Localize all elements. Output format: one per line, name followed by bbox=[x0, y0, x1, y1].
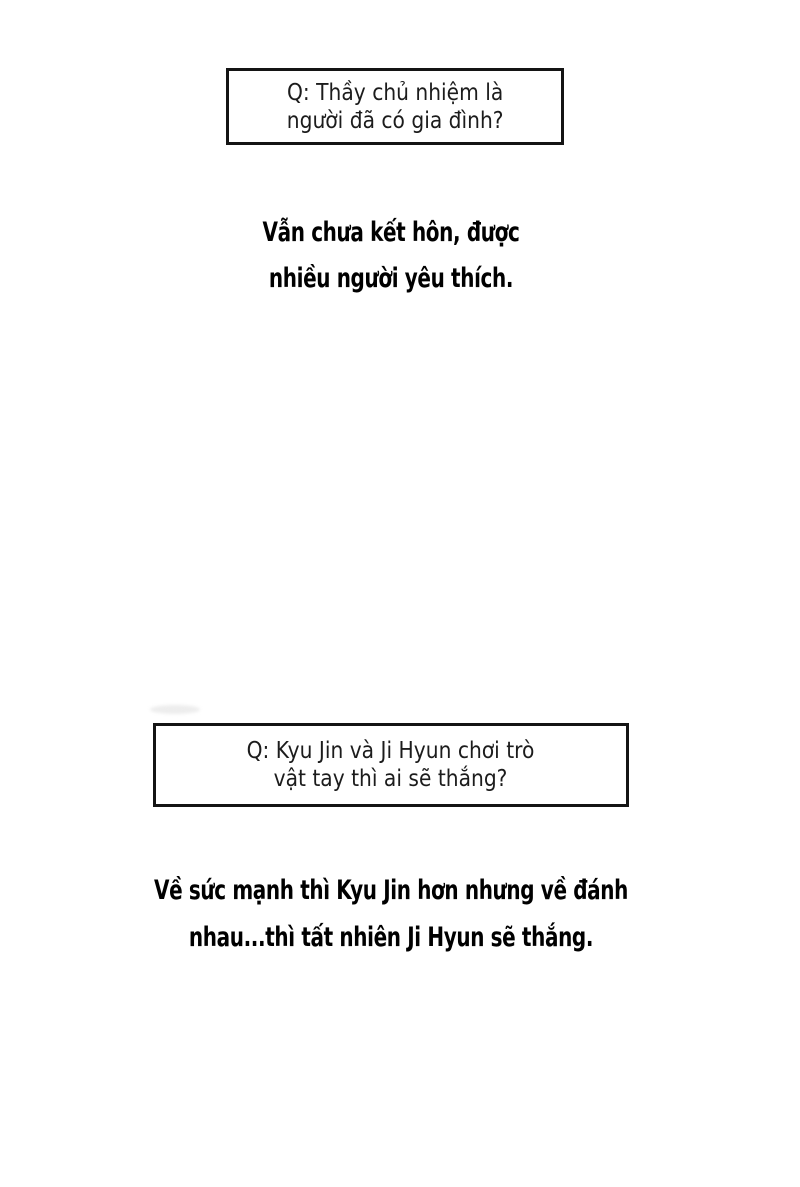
answer-2-line-1: Về sức mạnh thì Kyu Jin hơn nhưng về đánh bbox=[154, 875, 628, 906]
question-box-2 bbox=[153, 723, 629, 807]
answer-text-1 bbox=[95, 210, 687, 302]
question-text-2 bbox=[247, 737, 535, 793]
question-2-line-1: Q: Kyu Jin và Ji Hyun chơi trò bbox=[247, 738, 535, 764]
answer-text-2 bbox=[95, 867, 687, 961]
question-1-line-2: người đã có gia đình? bbox=[286, 107, 504, 134]
question-box-1 bbox=[226, 68, 564, 145]
question-2-line-2: vật tay thì ai sẽ thắng? bbox=[274, 766, 508, 792]
answer-1-line-2: nhiều người yêu thích. bbox=[268, 263, 514, 294]
scan-smudge bbox=[150, 705, 200, 714]
answer-2-line-2: nhau...thì tất nhiên Ji Hyun sẽ thắng. bbox=[188, 922, 594, 953]
question-text-1 bbox=[287, 79, 504, 135]
answer-1-line-1: Vẫn chưa kết hôn, được bbox=[262, 217, 520, 248]
question-1-line-1: Q: Thầy chủ nhiệm là bbox=[286, 79, 504, 106]
